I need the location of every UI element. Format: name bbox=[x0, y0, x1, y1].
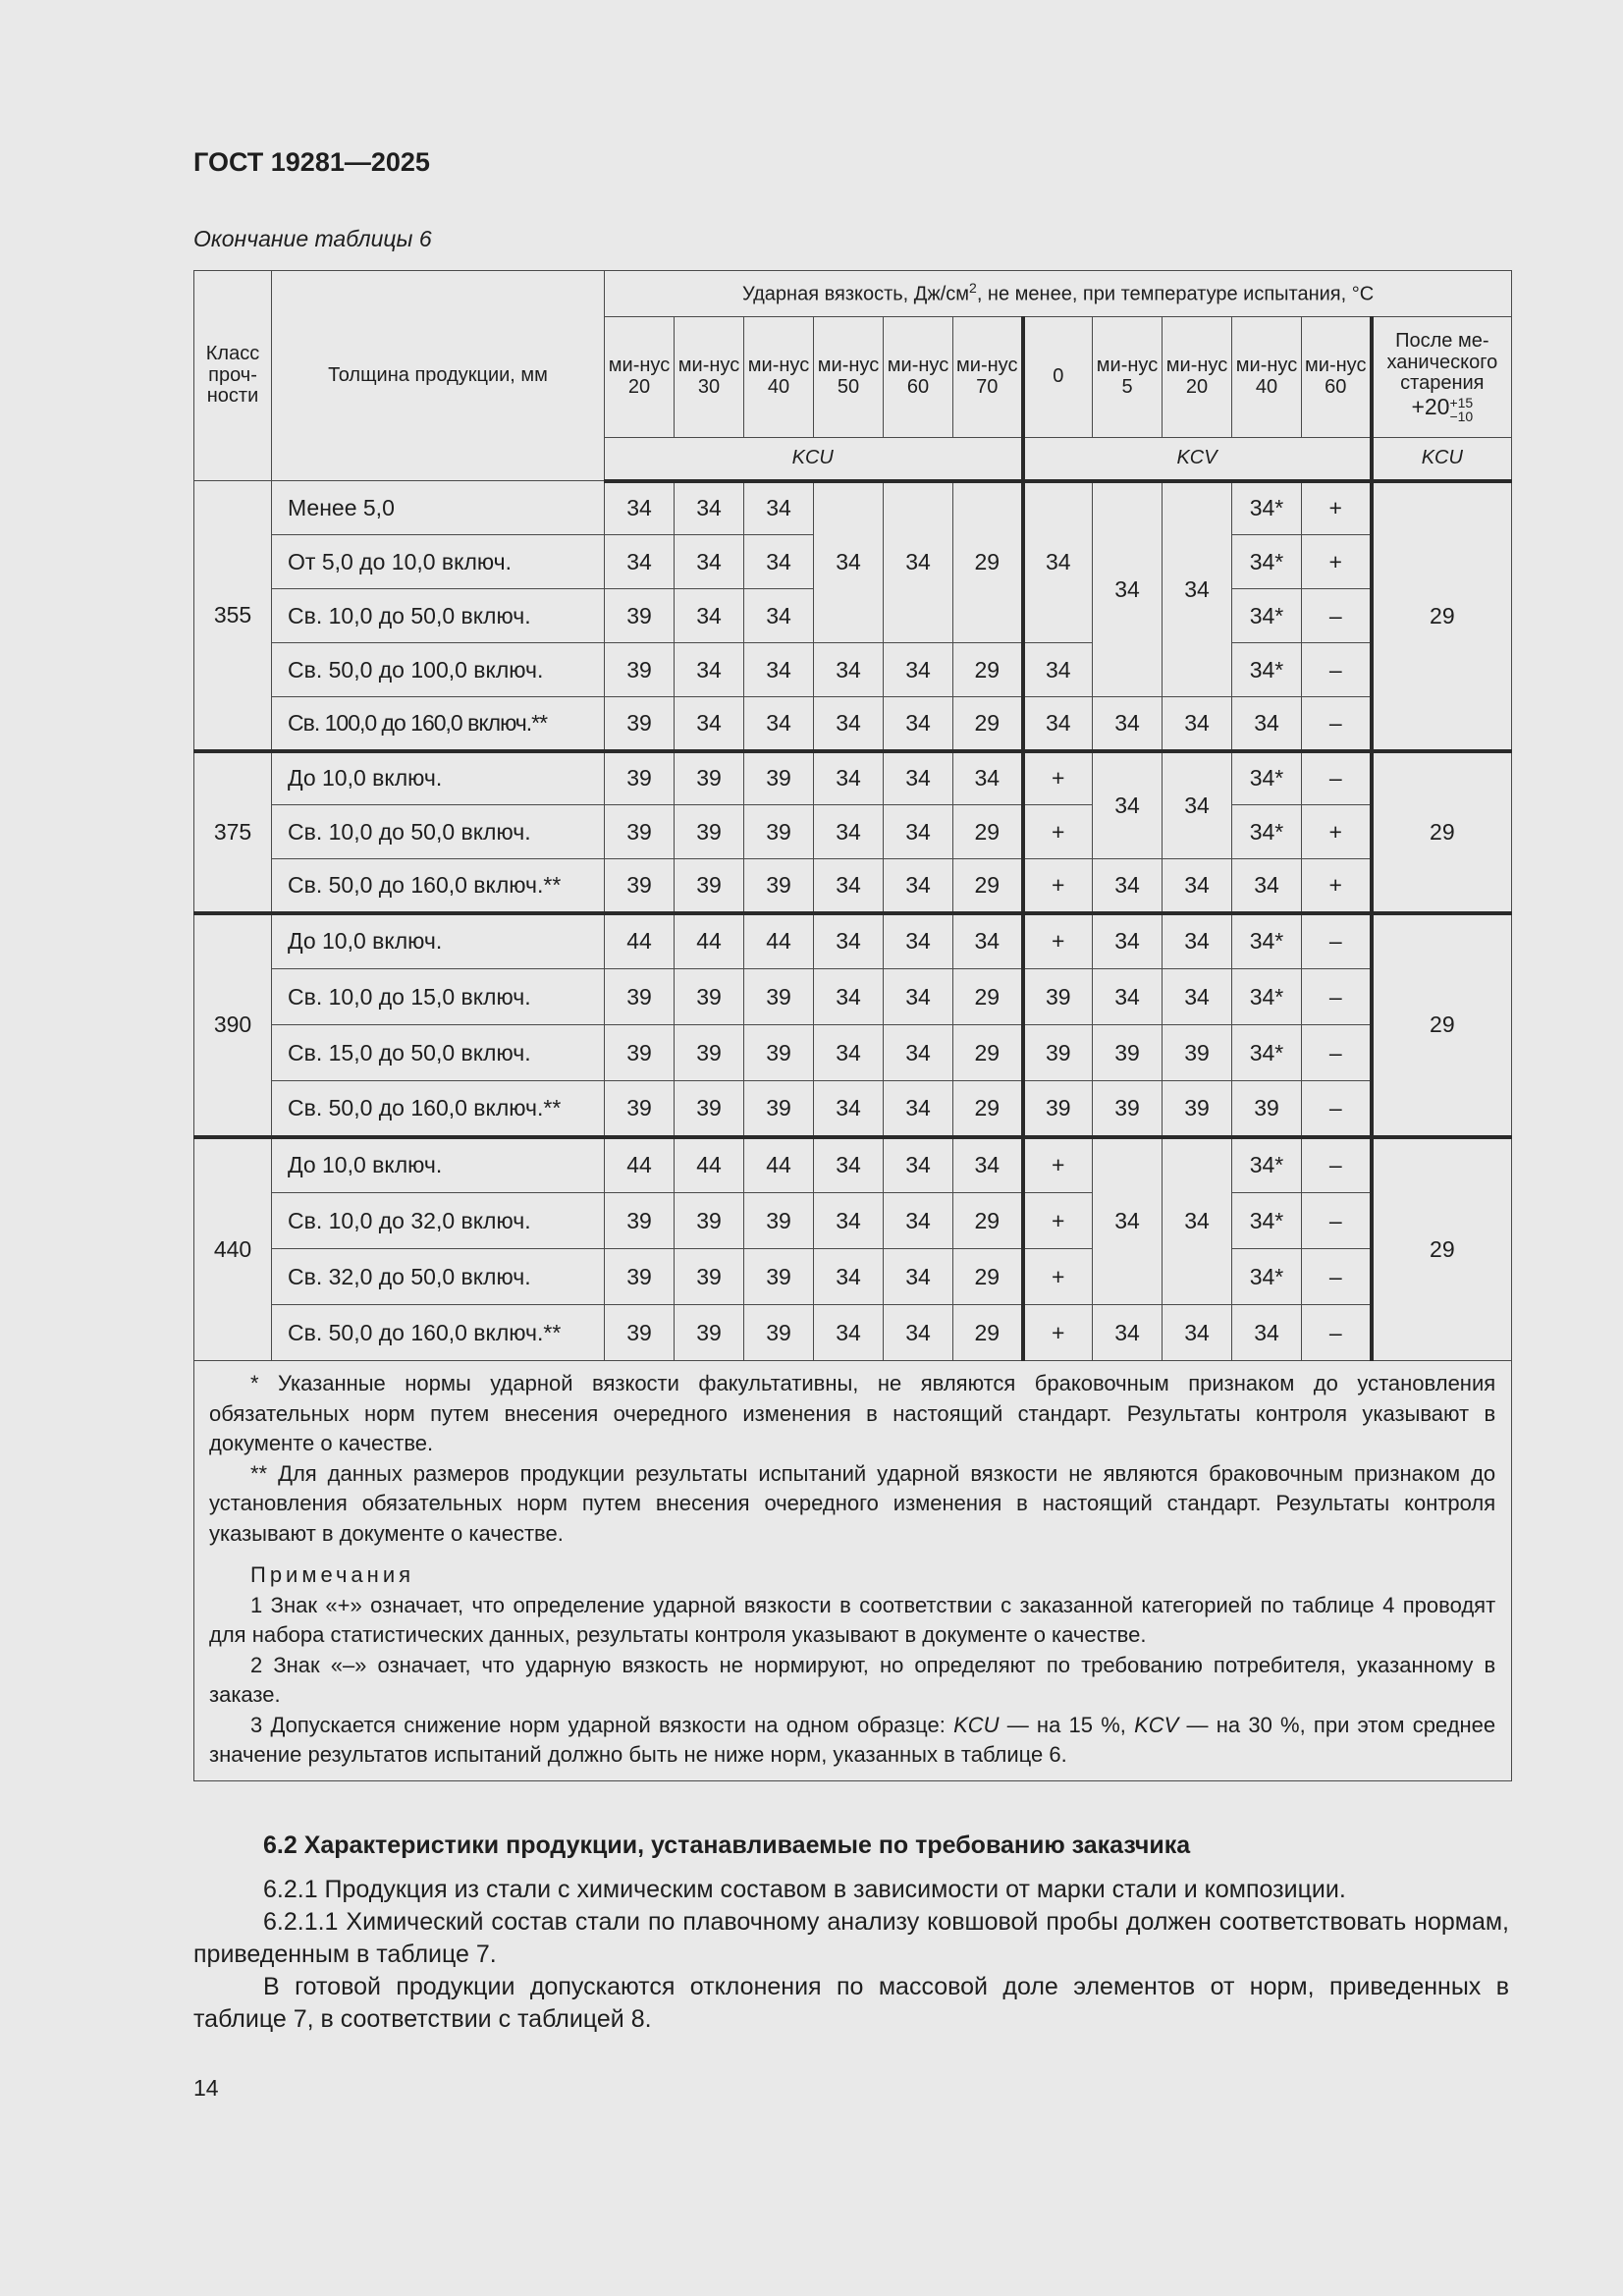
impact-strength-table bbox=[193, 270, 1512, 1781]
value-cell: 34 bbox=[884, 1081, 953, 1137]
value-cell: 34 bbox=[1163, 1305, 1232, 1361]
value-cell: 44 bbox=[605, 1137, 675, 1193]
value-cell: 39 bbox=[744, 1025, 814, 1081]
value-cell: 39 bbox=[1023, 969, 1093, 1025]
aging-cell: 29 bbox=[1372, 751, 1512, 913]
thickness-cell: Св. 10,0 до 32,0 включ. bbox=[272, 1193, 605, 1249]
value-cell: 44 bbox=[744, 1137, 814, 1193]
value-cell: 39 bbox=[605, 751, 675, 805]
note-3-a: 3 Допускается снижение норм ударной вязкости на одном образце: bbox=[250, 1712, 954, 1737]
thickness-cell: Св. 15,0 до 50,0 включ. bbox=[272, 1025, 605, 1081]
value-cell: 34 bbox=[1093, 697, 1163, 751]
value-cell: 39 bbox=[605, 859, 675, 913]
value-cell: 34 bbox=[1232, 697, 1302, 751]
aging-cell: 29 bbox=[1372, 481, 1512, 751]
value-cell: 39 bbox=[744, 1081, 814, 1137]
value-cell: 34 bbox=[1023, 697, 1093, 751]
value-cell: 34 bbox=[884, 643, 953, 697]
temp-col-header: ми-нус 5 bbox=[1093, 317, 1163, 438]
section-title: 6.2 Характеристики продукции, устанавливаемые по требованию заказчика bbox=[263, 1831, 1191, 1859]
table-notes-row bbox=[194, 1361, 1512, 1781]
paragraph-deviations-text: В готовой продукции допускаются отклонения по массовой доле элементов от норм, приведенных в таблице 7, в соответствии с таблицей 8. bbox=[193, 1973, 1509, 2033]
value-cell: 34 bbox=[744, 643, 814, 697]
value-cell: 39 bbox=[744, 1193, 814, 1249]
temp-col-header: ми-нус 70 bbox=[953, 317, 1023, 438]
value-cell: + bbox=[1302, 805, 1372, 859]
temp-col-header: ми-нус 40 bbox=[1232, 317, 1302, 438]
aging-cell: 29 bbox=[1372, 1137, 1512, 1361]
table-row bbox=[194, 1305, 1512, 1361]
value-cell: – bbox=[1302, 751, 1372, 805]
value-cell: 34 bbox=[814, 913, 884, 969]
thickness-cell: Св. 10,0 до 50,0 включ. bbox=[272, 805, 605, 859]
value-cell: 39 bbox=[744, 751, 814, 805]
table-caption: Окончание таблицы 6 bbox=[193, 226, 432, 251]
value-cell: 34 bbox=[1093, 913, 1163, 969]
value-cell: – bbox=[1302, 1305, 1372, 1361]
table-row bbox=[194, 1081, 1512, 1137]
value-cell: + bbox=[1302, 859, 1372, 913]
temp-col-header: ми-нус 40 bbox=[744, 317, 814, 438]
value-cell: + bbox=[1023, 859, 1093, 913]
value-cell: 39 bbox=[605, 1081, 675, 1137]
thickness-cell: Св. 50,0 до 160,0 включ.** bbox=[272, 1081, 605, 1137]
table-row bbox=[194, 1025, 1512, 1081]
value-cell: 34* bbox=[1232, 535, 1302, 589]
value-cell: 34* bbox=[1232, 643, 1302, 697]
value-cell: 34 bbox=[1093, 1305, 1163, 1361]
page-number: 14 bbox=[193, 2075, 219, 2101]
value-cell: 39 bbox=[675, 1081, 744, 1137]
thickness-cell: Св. 10,0 до 15,0 включ. bbox=[272, 969, 605, 1025]
table-row bbox=[194, 481, 1512, 535]
value-cell: 34 bbox=[884, 805, 953, 859]
value-cell: 34 bbox=[884, 751, 953, 805]
thickness-cell: До 10,0 включ. bbox=[272, 1137, 605, 1193]
value-cell: + bbox=[1302, 535, 1372, 589]
value-cell: 39 bbox=[675, 859, 744, 913]
document-code: ГОСТ 19281—2025 bbox=[193, 147, 430, 177]
value-cell: 39 bbox=[1023, 1025, 1093, 1081]
value-cell: 34 bbox=[1093, 859, 1163, 913]
value-cell: 39 bbox=[605, 1249, 675, 1305]
value-cell: 39 bbox=[605, 643, 675, 697]
value-cell: 44 bbox=[744, 913, 814, 969]
value-cell: 39 bbox=[605, 969, 675, 1025]
value-cell: 34 bbox=[884, 1137, 953, 1193]
value-cell: 39 bbox=[744, 859, 814, 913]
value-cell: 34 bbox=[1163, 969, 1232, 1025]
thickness-cell: Св. 10,0 до 50,0 включ. bbox=[272, 589, 605, 643]
impact-title-sup: 2 bbox=[969, 280, 977, 297]
value-cell: + bbox=[1023, 1249, 1093, 1305]
table-row bbox=[194, 1249, 1512, 1305]
impact-title-pre: Ударная вязкость, Дж/см bbox=[741, 284, 970, 306]
value-cell: 34 bbox=[1232, 1305, 1302, 1361]
value-cell: 29 bbox=[953, 1193, 1023, 1249]
value-cell: 34 bbox=[675, 535, 744, 589]
value-cell: + bbox=[1302, 481, 1372, 535]
temp-col-header: 0 bbox=[1023, 317, 1093, 438]
value-cell: – bbox=[1302, 643, 1372, 697]
aging-col-sup: +15 bbox=[1449, 394, 1474, 410]
aging-col-sub: −10 bbox=[1449, 408, 1474, 424]
value-cell: 39 bbox=[675, 1025, 744, 1081]
value-cell: 34 bbox=[953, 751, 1023, 805]
temp-col-header: ми-нус 60 bbox=[884, 317, 953, 438]
value-cell: 39 bbox=[675, 1305, 744, 1361]
value-cell: 34 bbox=[953, 913, 1023, 969]
value-cell: 34 bbox=[884, 913, 953, 969]
value-cell: 34 bbox=[814, 1249, 884, 1305]
value-cell: 34 bbox=[1023, 643, 1093, 697]
value-cell: + bbox=[1023, 1305, 1093, 1361]
value-cell: 34 bbox=[675, 589, 744, 643]
table-row bbox=[194, 643, 1512, 697]
aging-col-value: +20 bbox=[1411, 394, 1450, 420]
table-row bbox=[194, 697, 1512, 751]
value-cell: – bbox=[1302, 1137, 1372, 1193]
table-row bbox=[194, 913, 1512, 969]
value-cell: 44 bbox=[675, 913, 744, 969]
table-row bbox=[194, 751, 1512, 805]
table-row bbox=[194, 859, 1512, 913]
table-row bbox=[194, 969, 1512, 1025]
col-class-header: Класс проч-ности bbox=[194, 271, 272, 481]
value-cell: 34 bbox=[884, 969, 953, 1025]
thickness-cell: Св. 50,0 до 160,0 включ.** bbox=[272, 859, 605, 913]
value-cell: 29 bbox=[953, 1305, 1023, 1361]
value-cell: 34* bbox=[1232, 481, 1302, 535]
note-3 bbox=[209, 1711, 1495, 1771]
value-cell: 34* bbox=[1232, 589, 1302, 643]
value-cell: 34* bbox=[1232, 913, 1302, 969]
value-cell: 34 bbox=[1093, 751, 1163, 859]
value-cell: 39 bbox=[675, 805, 744, 859]
value-cell: 39 bbox=[744, 805, 814, 859]
value-cell: 34 bbox=[814, 1137, 884, 1193]
value-cell: 34 bbox=[814, 697, 884, 751]
thickness-cell: Св. 32,0 до 50,0 включ. bbox=[272, 1249, 605, 1305]
value-cell: 34 bbox=[1232, 859, 1302, 913]
value-cell: – bbox=[1302, 1081, 1372, 1137]
value-cell: 39 bbox=[675, 1193, 744, 1249]
value-cell: 34 bbox=[953, 1137, 1023, 1193]
kcv-label: KCV bbox=[1023, 438, 1372, 481]
value-cell: 34 bbox=[814, 643, 884, 697]
value-cell: 34 bbox=[744, 535, 814, 589]
value-cell: 34 bbox=[814, 481, 884, 643]
table-row bbox=[194, 805, 1512, 859]
temp-col-header: ми-нус 20 bbox=[605, 317, 675, 438]
value-cell: 34* bbox=[1232, 1137, 1302, 1193]
value-cell: 34 bbox=[814, 805, 884, 859]
value-cell: 39 bbox=[605, 589, 675, 643]
col-thickness-header: Толщина продукции, мм bbox=[272, 271, 605, 481]
value-cell: 34 bbox=[744, 697, 814, 751]
value-cell: – bbox=[1302, 697, 1372, 751]
paragraph-6-2-1-text: 6.2.1 Продукция из стали с химическим составом в зависимости от марки стали и композиции. bbox=[263, 1876, 1346, 1903]
value-cell: – bbox=[1302, 1193, 1372, 1249]
value-cell: 34 bbox=[1093, 969, 1163, 1025]
value-cell: 34 bbox=[1093, 1137, 1163, 1305]
thickness-cell: Св. 50,0 до 100,0 включ. bbox=[272, 643, 605, 697]
value-cell: 39 bbox=[1163, 1025, 1232, 1081]
impact-title-header bbox=[605, 271, 1512, 317]
value-cell: + bbox=[1023, 1193, 1093, 1249]
class-cell: 375 bbox=[194, 751, 272, 913]
value-cell: 34 bbox=[1093, 481, 1163, 697]
value-cell: + bbox=[1023, 751, 1093, 805]
value-cell: 39 bbox=[1232, 1081, 1302, 1137]
value-cell: 34 bbox=[1163, 697, 1232, 751]
note-3-b: — на 15 %, bbox=[999, 1712, 1135, 1737]
value-cell: 34 bbox=[675, 481, 744, 535]
note-2: 2 Знак «–» означает, что ударную вязкость не нормируют, но определяют по требованию потребителя, указанному в заказе. bbox=[209, 1652, 1496, 1707]
value-cell: 34 bbox=[1163, 751, 1232, 859]
value-cell: + bbox=[1023, 913, 1093, 969]
table-row bbox=[194, 1137, 1512, 1193]
value-cell: 34 bbox=[744, 589, 814, 643]
value-cell: 34 bbox=[1163, 859, 1232, 913]
aging-cell: 29 bbox=[1372, 913, 1512, 1137]
value-cell: – bbox=[1302, 969, 1372, 1025]
footnote-2: ** Для данных размеров продукции результаты испытаний ударной вязкости не являются браковочным признаком до установления обязательных норм путем внесения очередного изменения в настоящий стандарт. Результаты контроля указывают в документе о качестве. bbox=[209, 1460, 1496, 1546]
temp-col-header: ми-нус 30 bbox=[675, 317, 744, 438]
value-cell: 34 bbox=[814, 1305, 884, 1361]
class-cell: 355 bbox=[194, 481, 272, 751]
table-row bbox=[194, 1193, 1512, 1249]
value-cell: 34 bbox=[884, 1193, 953, 1249]
value-cell: 39 bbox=[744, 1305, 814, 1361]
value-cell: 39 bbox=[1023, 1081, 1093, 1137]
value-cell: 34 bbox=[814, 1081, 884, 1137]
value-cell: 34 bbox=[675, 643, 744, 697]
note-3-c: — на 30 %, при этом среднее значение результатов испытаний должно быть не ниже норм, указанных в таблице 6. bbox=[209, 1712, 1496, 1767]
value-cell: 39 bbox=[1163, 1081, 1232, 1137]
value-cell: 29 bbox=[953, 1081, 1023, 1137]
value-cell: 34 bbox=[1163, 481, 1232, 697]
value-cell: 34 bbox=[814, 859, 884, 913]
value-cell: 34 bbox=[605, 535, 675, 589]
value-cell: 34* bbox=[1232, 1193, 1302, 1249]
value-cell: 39 bbox=[605, 1305, 675, 1361]
value-cell: – bbox=[1302, 913, 1372, 969]
value-cell: 34 bbox=[814, 969, 884, 1025]
value-cell: 34 bbox=[884, 481, 953, 643]
value-cell: 34 bbox=[884, 697, 953, 751]
value-cell: + bbox=[1023, 805, 1093, 859]
value-cell: 34 bbox=[884, 1249, 953, 1305]
note-3-kcu: KCU bbox=[953, 1712, 1000, 1737]
class-cell: 390 bbox=[194, 913, 272, 1137]
aging-col-header bbox=[1372, 317, 1512, 438]
value-cell: 29 bbox=[953, 697, 1023, 751]
thickness-cell: Св. 100,0 до 160,0 включ.** bbox=[272, 697, 605, 751]
paragraph-6-2-1-1 bbox=[193, 1906, 1509, 1971]
value-cell: 29 bbox=[953, 1249, 1023, 1305]
aging-col-text: После ме-ханического старения bbox=[1386, 330, 1498, 395]
temp-col-header: ми-нус 50 bbox=[814, 317, 884, 438]
paragraph-6-2-1-1-text: 6.2.1.1 Химический состав стали по плавочному анализу ковшовой пробы должен соответствовать нормам, приведенным в таблице 7. bbox=[193, 1908, 1509, 1968]
value-cell: 34 bbox=[1023, 481, 1093, 643]
thickness-cell: От 5,0 до 10,0 включ. bbox=[272, 535, 605, 589]
value-cell: 39 bbox=[744, 969, 814, 1025]
value-cell: 34 bbox=[884, 859, 953, 913]
note-3-kcv: KCV bbox=[1134, 1712, 1179, 1737]
value-cell: 29 bbox=[953, 969, 1023, 1025]
value-cell: 39 bbox=[1093, 1081, 1163, 1137]
value-cell: – bbox=[1302, 1249, 1372, 1305]
value-cell: 34 bbox=[814, 1193, 884, 1249]
impact-title-post: , не менее, при температуре испытания, °С bbox=[976, 284, 1375, 306]
notes-title: Примечания bbox=[250, 1562, 415, 1587]
value-cell: 29 bbox=[953, 805, 1023, 859]
value-cell: – bbox=[1302, 1025, 1372, 1081]
value-cell: 34 bbox=[675, 697, 744, 751]
temp-col-header: ми-нус 60 bbox=[1302, 317, 1372, 438]
value-cell: 44 bbox=[605, 913, 675, 969]
thickness-cell: До 10,0 включ. bbox=[272, 751, 605, 805]
kcu-aging-label: KCU bbox=[1372, 438, 1512, 481]
value-cell: 39 bbox=[605, 697, 675, 751]
value-cell: – bbox=[1302, 589, 1372, 643]
value-cell: 44 bbox=[675, 1137, 744, 1193]
value-cell: 39 bbox=[605, 1025, 675, 1081]
value-cell: 39 bbox=[675, 1249, 744, 1305]
thickness-cell: Св. 50,0 до 160,0 включ.** bbox=[272, 1305, 605, 1361]
class-cell: 440 bbox=[194, 1137, 272, 1361]
value-cell: 34* bbox=[1232, 805, 1302, 859]
value-cell: 39 bbox=[744, 1249, 814, 1305]
value-cell: 29 bbox=[953, 1025, 1023, 1081]
note-1: 1 Знак «+» означает, что определение ударной вязкости в соответствии с заказанной категорией по таблице 4 проводят для набора статистических данных, результаты контроля указывают в документе о качестве. bbox=[209, 1592, 1496, 1647]
value-cell: 29 bbox=[953, 859, 1023, 913]
temp-col-header: ми-нус 20 bbox=[1163, 317, 1232, 438]
footnote-1: * Указанные нормы ударной вязкости факультативны, не являются браковочным признаком до установления обязательных норм путем внесения очередного изменения в настоящий стандарт. Результаты контроля указывают в документе о качестве. bbox=[209, 1371, 1496, 1455]
thickness-cell: Менее 5,0 bbox=[272, 481, 605, 535]
value-cell: 39 bbox=[1093, 1025, 1163, 1081]
value-cell: 39 bbox=[605, 805, 675, 859]
value-cell: + bbox=[1023, 1137, 1093, 1193]
value-cell: 34 bbox=[605, 481, 675, 535]
value-cell: 39 bbox=[675, 751, 744, 805]
value-cell: 34* bbox=[1232, 751, 1302, 805]
value-cell: 34* bbox=[1232, 1025, 1302, 1081]
value-cell: 29 bbox=[953, 643, 1023, 697]
thickness-cell: До 10,0 включ. bbox=[272, 913, 605, 969]
value-cell: 34 bbox=[814, 1025, 884, 1081]
value-cell: 34 bbox=[1163, 913, 1232, 969]
paragraph-deviations bbox=[193, 1971, 1509, 2036]
value-cell: 34 bbox=[884, 1305, 953, 1361]
value-cell: 29 bbox=[953, 481, 1023, 643]
header-row-1 bbox=[194, 271, 1512, 317]
value-cell: 34* bbox=[1232, 969, 1302, 1025]
value-cell: 39 bbox=[675, 969, 744, 1025]
value-cell: 34 bbox=[814, 751, 884, 805]
value-cell: 39 bbox=[605, 1193, 675, 1249]
table-notes bbox=[194, 1361, 1512, 1781]
kcu-label: KCU bbox=[605, 438, 1023, 481]
value-cell: 34* bbox=[1232, 1249, 1302, 1305]
value-cell: 34 bbox=[884, 1025, 953, 1081]
paragraph-6-2-1 bbox=[193, 1874, 1509, 1906]
value-cell: 34 bbox=[1163, 1137, 1232, 1305]
value-cell: 34 bbox=[744, 481, 814, 535]
